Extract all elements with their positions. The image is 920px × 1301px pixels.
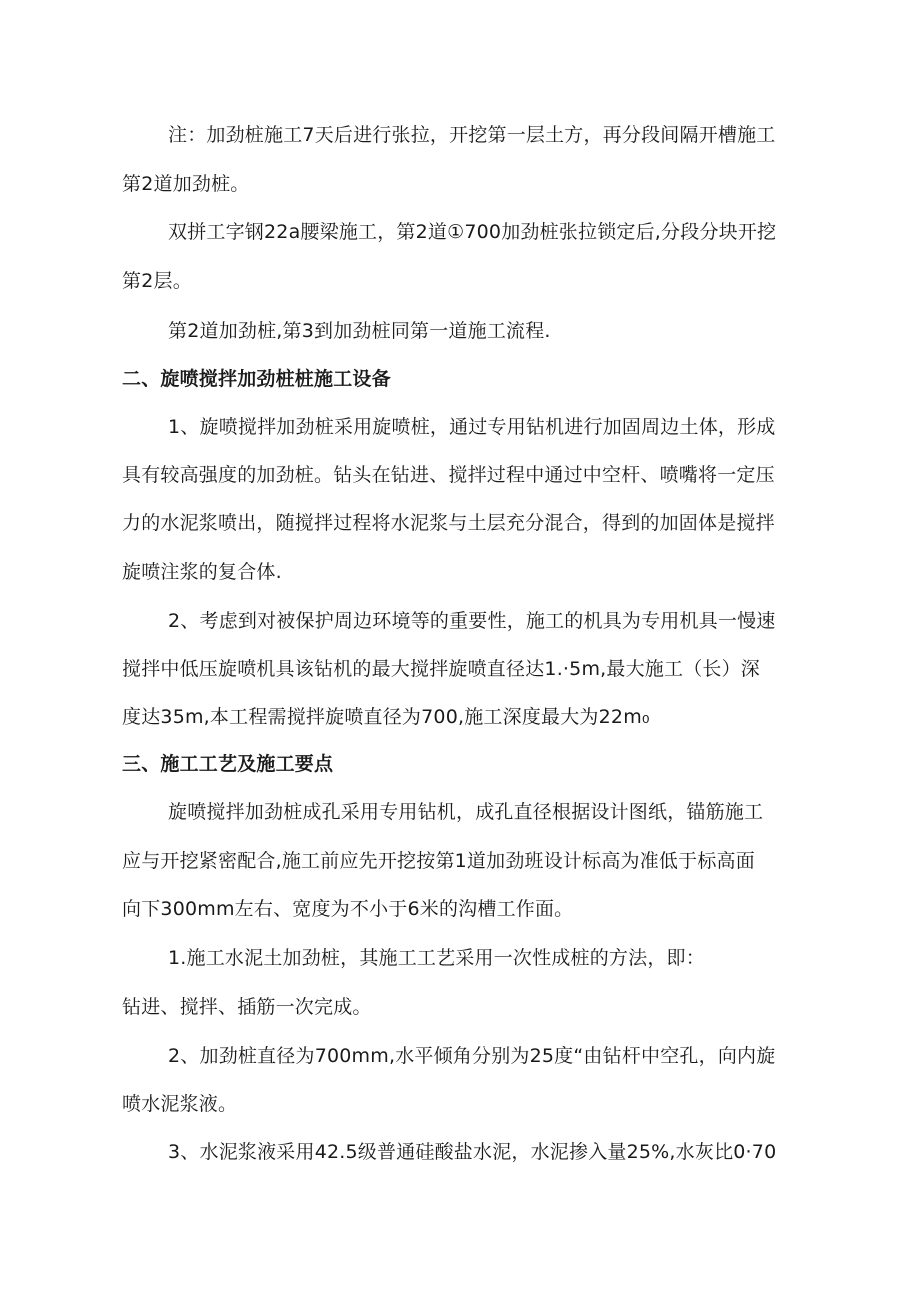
process-1-line-1: 1.施工水泥土加劲桩，其施工工艺采用一次性成桩的方法，即： — [168, 947, 705, 969]
equipment-1-line-2: 具有较高强度的加劲桩。钻头在钻进、搅拌过程中通过中空杆、喷嘴将一定压 — [122, 464, 775, 486]
paragraph-note-line-1: 注：加劲桩施工7天后进行张拉，开挖第一层土方，再分段间隔开槽施工 — [168, 124, 776, 146]
process-2-line-2: 喷水泥浆液。 — [122, 1093, 238, 1115]
paragraph-note-line-2: 第2道加劲桩。 — [122, 173, 250, 195]
equipment-2-line-1: 2、考虑到对被保护周边环境等的重要性，施工的机具为专用机具一慢速 — [168, 610, 776, 632]
equipment-2-line-2: 搅拌中低压旋喷机具该钻机的最大搅拌旋喷直径达1.·5m,最大施工（长）深 — [122, 658, 761, 680]
equipment-1-line-1: 1、旋喷搅拌加劲桩采用旋喷桩，通过专用钻机进行加固周边土体，形成 — [168, 416, 776, 438]
process-1-line-2: 钻进、搅拌、插筋一次完成。 — [122, 996, 372, 1018]
section-3-heading: 三、施工工艺及施工要点 — [122, 753, 334, 775]
paragraph-third-pile-line-1: 第2道加劲桩,第3到加劲桩同第一道施工流程. — [168, 320, 551, 342]
equipment-1-line-4: 旋喷注浆的复合体. — [122, 561, 282, 583]
process-2-line-1: 2、加劲桩直径为700mm,水平倾角分别为25度“由钻杆中空孔，向内旋 — [168, 1045, 776, 1067]
equipment-2-line-3: 度达35m,本工程需搅拌旋喷直径为700,施工深度最大为22m₀ — [122, 706, 650, 728]
process-intro-line-2: 应与开挖紧密配合,施工前应先开挖按第1道加劲班设计标高为准低于标高面 — [122, 850, 755, 872]
process-intro-line-1: 旋喷搅拌加劲桩成孔采用专用钻机，成孔直径根据设计图纸，锚筋施工 — [168, 801, 764, 823]
section-2-heading: 二、旋喷搅拌加劲桩桩施工设备 — [122, 368, 391, 390]
process-3-line-1: 3、水泥浆液采用42.5级普通硅酸盐水泥，水泥掺入量25%,水灰比0·70 — [168, 1141, 777, 1163]
paragraph-waist-beam-line-1: 双拼工字钢22a腰梁施工，第2道①700加劲桩张拉锁定后,分段分块开挖 — [168, 221, 777, 243]
equipment-1-line-3: 力的水泥浆喷出，随搅拌过程将水泥浆与土层充分混合，得到的加固体是搅拌 — [122, 512, 775, 534]
paragraph-waist-beam-line-2: 第2层。 — [122, 270, 192, 292]
process-intro-line-3: 向下300mm左右、宽度为不小于6米的沟槽工作面。 — [122, 898, 574, 920]
